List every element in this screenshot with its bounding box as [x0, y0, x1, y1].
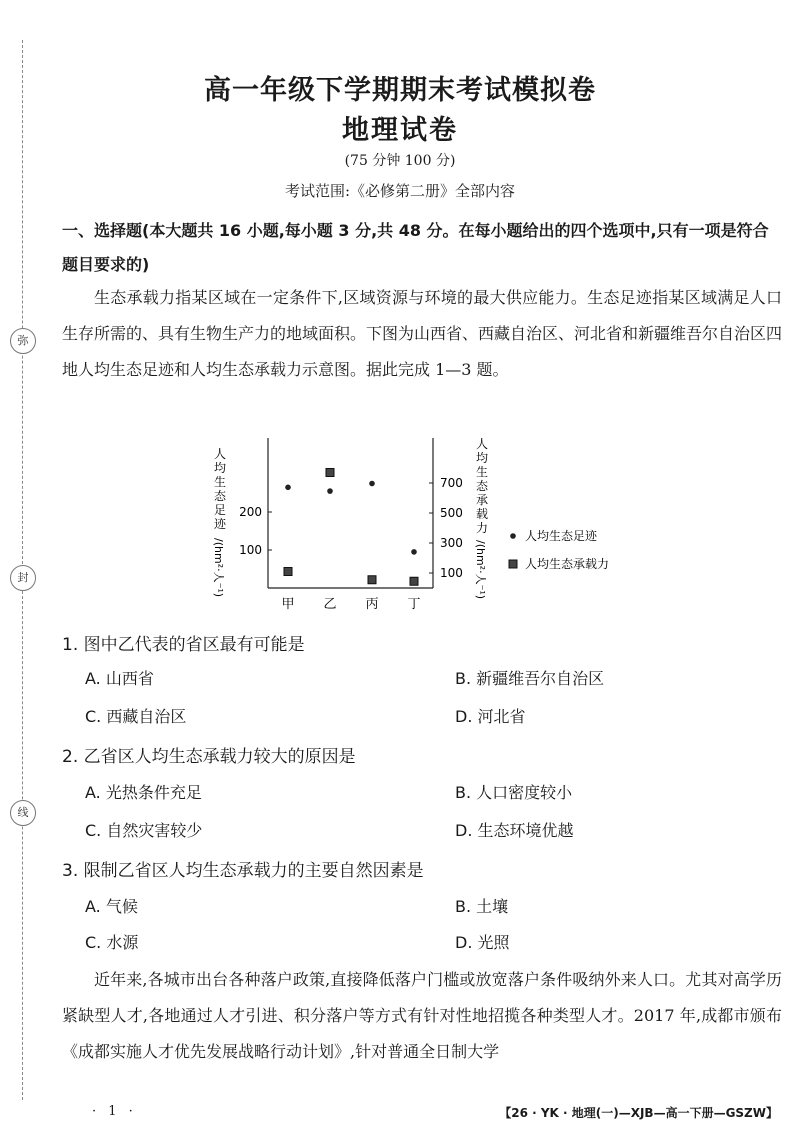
q2-option-b: B. 人口密度较小: [455, 783, 573, 802]
capacity-point: [326, 469, 334, 477]
x-category-label: 丙: [365, 597, 379, 612]
x-category-label: 甲: [281, 597, 295, 612]
binding-mark-seal-2: 封: [10, 565, 36, 591]
chart-marks: [284, 469, 418, 586]
question-3-stem: 3. 限制乙省区人均生态承载力的主要自然因素是: [62, 861, 424, 881]
x-category-label: 丁: [407, 597, 421, 612]
left-axis-unit: /(hm²·人⁻¹): [212, 538, 225, 598]
left-axis-label-char: 均: [213, 461, 227, 475]
question-1-stem: 1. 图中乙代表的省区最有可能是: [62, 635, 305, 655]
right-axis-label-char: 生: [475, 465, 489, 479]
footprint-point: [411, 549, 417, 555]
right-axis-label-char: 均: [475, 451, 489, 465]
x-axis-categories: [281, 597, 420, 612]
left-tick-label: 200: [239, 505, 262, 519]
q2-option-d: D. 生态环境优越: [455, 821, 574, 840]
question-2-stem: 2. 乙省区人均生态承载力较大的原因是: [62, 747, 356, 767]
right-tick-label: 500: [440, 506, 463, 520]
capacity-point: [410, 577, 418, 585]
left-axis-label-char: 人: [213, 447, 227, 461]
passage-ecology: 生态承载力指某区域在一定条件下,区域资源与环境的最大供应能力。生态足迹指某区域满足人口生存所需的、具有生物生产力的地域面积。下图为山西省、西藏自治区、河北省和新疆维吾尔自治区四地人均生态足迹和人均生态承载力示意图。据此完成 1—3 题。: [62, 288, 783, 379]
q3-option-c: C. 水源: [85, 933, 139, 952]
binding-mark-line: 线: [10, 800, 36, 826]
ecology-chart: [205, 430, 645, 630]
left-axis-label-char: 生: [213, 475, 227, 489]
q1-option-a: A. 山西省: [85, 669, 154, 688]
left-axis-label-char: 迹: [213, 517, 227, 531]
q1-option-b: B. 新疆维吾尔自治区: [455, 669, 605, 688]
left-axis-label: [212, 447, 227, 597]
footprint-point: [285, 485, 291, 491]
right-tick-label: 300: [440, 536, 463, 550]
capacity-point: [368, 576, 376, 584]
q1-option-c: C. 西藏自治区: [85, 707, 187, 726]
right-axis-label-char: 态: [475, 479, 489, 493]
capacity-point: [284, 568, 292, 576]
right-axis-label-char: 人: [475, 437, 489, 451]
right-axis-label-char: 力: [475, 521, 489, 535]
page-number: · 1 ·: [92, 1104, 137, 1119]
time-and-score: (75 分钟 100 分): [344, 153, 456, 169]
q3-option-a: A. 气候: [85, 897, 138, 916]
q2-option-c: C. 自然灾害较少: [85, 821, 203, 840]
x-category-label: 乙: [323, 597, 337, 612]
chart-legend: [509, 528, 609, 571]
right-axis-label: [474, 437, 489, 599]
q2-option-a: A. 光热条件充足: [85, 783, 202, 802]
q3-option-b: B. 土壤: [455, 897, 509, 916]
legend-label-footprint: 人均生态足迹: [525, 529, 598, 543]
right-axis-label-char: 承: [475, 493, 489, 507]
binding-mark-seal-1: 弥: [10, 328, 36, 354]
passage-migration: 近年来,各城市出台各种落户政策,直接降低落户门槛或放宽落户条件吸纳外来人口。尤其对高学历紧缺型人才,各地通过人才引进、积分落户等方式有针对性地招揽各种类型人才。2017 年,成都市颁布《成都实施人才优先发展战略行动计划》,针对普通全日制大学: [62, 970, 782, 1061]
exam-scope: 考试范围:《必修第二册》全部内容: [284, 182, 516, 200]
paper-code: 【26 · YK · 地理(一)—XJB—高一下册—GSZW】: [499, 1106, 778, 1120]
exam-title: 高一年级下学期期末考试模拟卷: [204, 75, 596, 106]
left-tick-label: 100: [239, 543, 262, 557]
right-tick-label: 700: [440, 476, 463, 490]
right-axis-label-char: 载: [475, 507, 489, 521]
legend-circle-marker: [510, 533, 516, 539]
legend-label-capacity: 人均生态承载力: [525, 557, 610, 571]
right-axis-unit: /(hm²·人⁻¹): [474, 540, 487, 600]
q3-option-d: D. 光照: [455, 933, 510, 952]
footprint-point: [369, 481, 375, 487]
left-axis-label-char: 足: [213, 503, 227, 517]
legend-square-marker: [509, 560, 517, 568]
q1-option-d: D. 河北省: [455, 707, 526, 726]
footprint-point: [327, 488, 333, 494]
left-axis-ticks: [239, 505, 272, 557]
right-tick-label: 100: [440, 566, 463, 580]
left-axis-label-char: 态: [213, 489, 227, 503]
right-axis-ticks: [429, 476, 463, 580]
subject-title: 地理试卷: [342, 115, 458, 146]
section-heading: 一、选择题(本大题共 16 小题,每小题 3 分,共 48 分。在每小题给出的四个选项中,只有一项是符合题目要求的): [62, 221, 769, 274]
